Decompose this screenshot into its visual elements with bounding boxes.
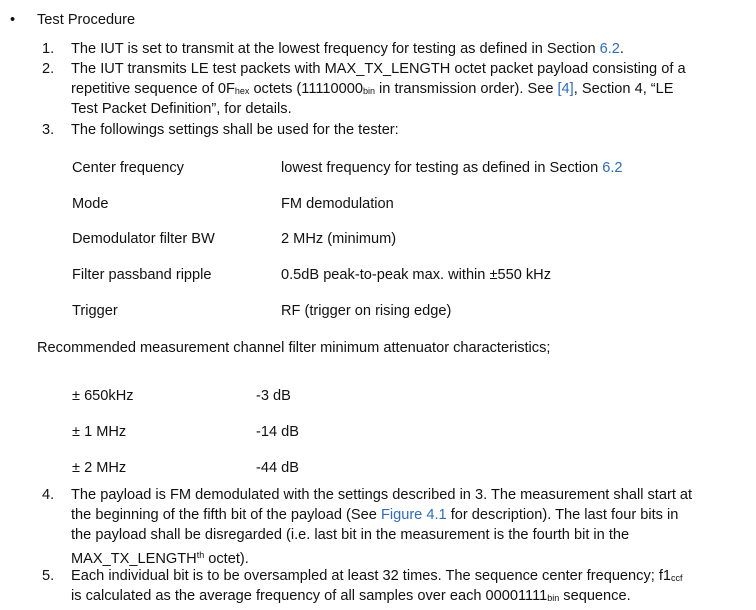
step-number: 4. [42, 487, 55, 503]
setting-label: Demodulator filter BW [72, 231, 215, 247]
superscript: th [196, 550, 205, 560]
step-5-line-2 [71, 586, 631, 608]
setting-value: RF (trigger on rising edge) [281, 303, 452, 319]
subscript: bin [547, 593, 560, 603]
setting-label: Filter passband ripple [72, 267, 212, 283]
step-2-line-1: The IUT transmits LE test packets with MAX_TX_LENGTH octet packet payload consisting of a [71, 61, 686, 77]
filter-attenuation: -14 dB [256, 424, 299, 440]
section-link[interactable]: 6.2 [599, 41, 620, 57]
text-run: octets (11110000 [249, 81, 363, 97]
section-link[interactable]: 6.2 [602, 160, 623, 176]
setting-label: Mode [72, 196, 109, 212]
setting-value: FM demodulation [281, 196, 394, 212]
text-run: repetitive sequence of 0F [71, 81, 235, 97]
subscript: bin [362, 86, 375, 96]
setting-value [281, 158, 623, 178]
filter-attenuation: -3 dB [256, 388, 291, 404]
step-number: 5. [42, 568, 55, 584]
step-4-line-3: the payload shall be disregarded (i.e. last bit in the measurement is the fourth bit in the [71, 527, 630, 543]
text-run: the beginning of the fifth bit of the payload (See [71, 507, 381, 523]
step-4-line-2 [71, 505, 678, 525]
filter-intro: Recommended measurement channel filter minimum attenuator characteristics; [37, 340, 551, 356]
text-run: MAX_TX_LENGTH [71, 551, 197, 567]
filter-frequency: ± 650kHz [72, 388, 134, 404]
section-heading: Test Procedure [37, 12, 136, 28]
step-number: 3. [42, 122, 55, 138]
setting-value: 2 MHz (minimum) [281, 231, 397, 247]
subscript: ccf [671, 573, 683, 583]
subscript: hex [234, 86, 250, 96]
filter-frequency: ± 2 MHz [72, 460, 127, 476]
text-run: Each individual bit is to be oversampled at least 32 times. The sequence center frequency; f1 [71, 568, 672, 584]
filter-frequency: ± 1 MHz [72, 424, 127, 440]
text-run: lowest frequency for testing as defined in Section [281, 160, 603, 176]
text-run: octet). [204, 551, 249, 567]
setting-label: Center frequency [72, 160, 184, 176]
setting-value: 0.5dB peak-to-peak max. within ±550 kHz [281, 267, 552, 283]
text-run: is calculated as the average frequency of all samples over each 00001111 [71, 588, 548, 604]
text-run: sequence. [559, 588, 631, 604]
filter-attenuation: -44 dB [256, 460, 299, 476]
step-4-line-1: The payload is FM demodulated with the settings described in 3. The measurement shall start at [71, 487, 693, 503]
text-run: , Section 4, “LE [573, 81, 674, 97]
step-3-text: The followings settings shall be used for the tester: [71, 122, 399, 138]
step-number: 1. [42, 41, 55, 57]
figure-link[interactable]: Figure 4.1 [380, 507, 447, 523]
step-1-body: The IUT is set to transmit at the lowest frequency for testing as defined in Section [71, 41, 600, 57]
setting-label: Trigger [72, 303, 118, 319]
step-5-line-1 [71, 566, 683, 588]
bullet: • [10, 12, 16, 28]
step-2-line-3: Test Packet Definition”, for details. [71, 101, 292, 117]
step-2-line-2 [71, 79, 674, 101]
step-1-text [71, 39, 624, 59]
step-number: 2. [42, 61, 55, 77]
text-run: for description). The last four bits in [446, 507, 679, 523]
text-run: in transmission order). See [375, 81, 558, 97]
step-1-tail: . [619, 41, 624, 57]
reference-link[interactable]: [4] [557, 81, 574, 97]
